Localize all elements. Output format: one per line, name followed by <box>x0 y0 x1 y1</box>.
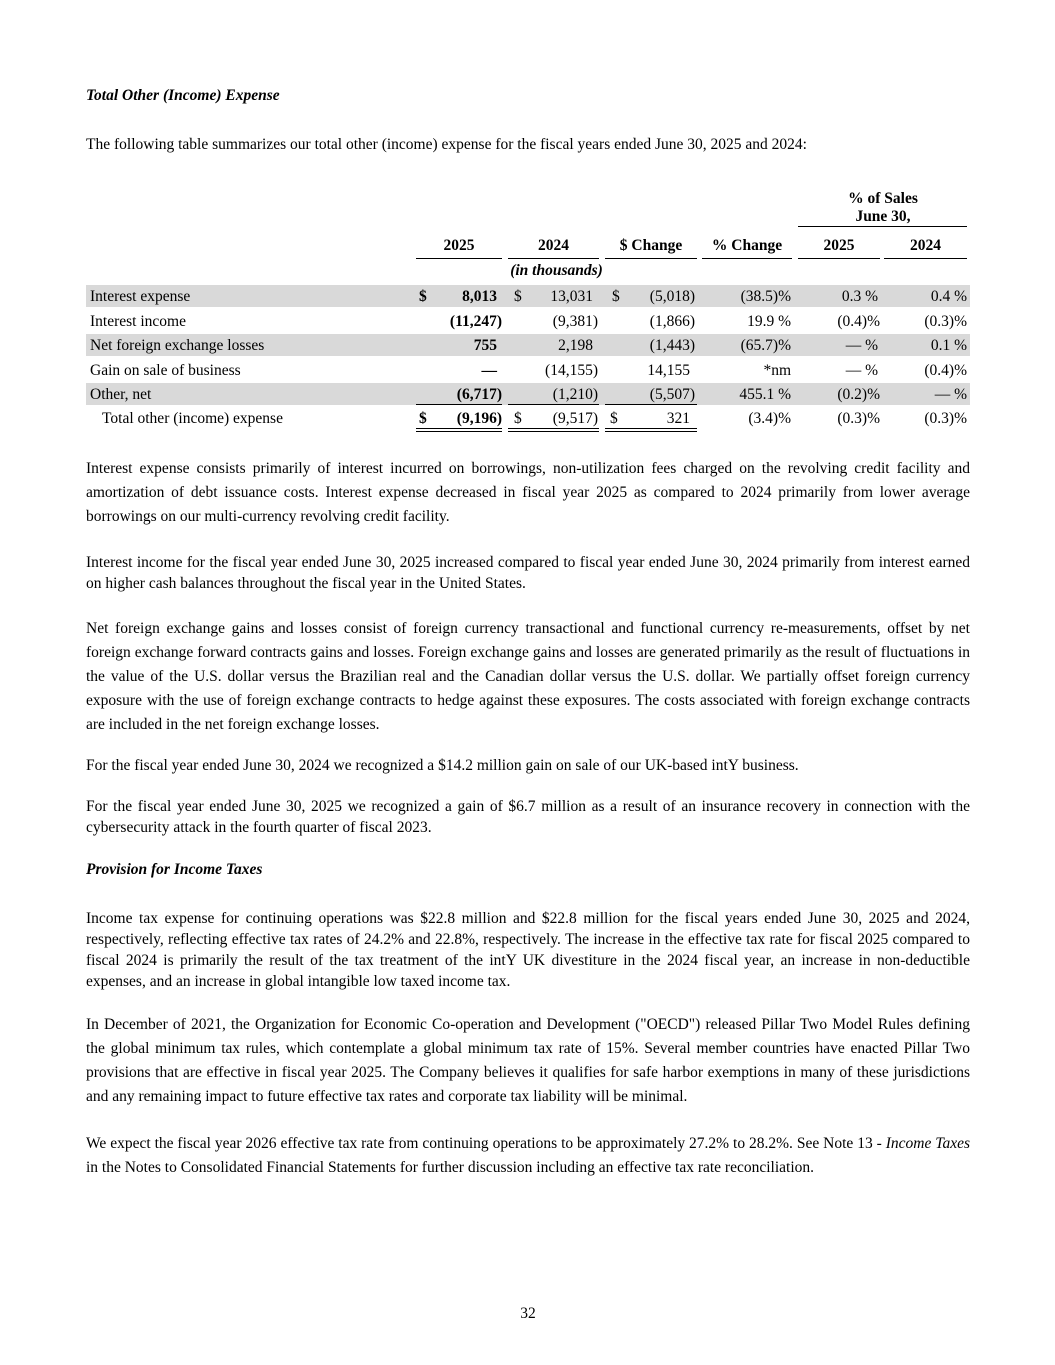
value-2024: (9,517) <box>552 410 598 427</box>
june-30-label: June 30, <box>855 208 911 225</box>
value-pct-change: 455.1 % <box>739 386 791 403</box>
pct-of-sales-label: % of Sales <box>848 190 918 207</box>
value-pct-2024: (0.3)% <box>924 313 967 330</box>
value-change: (1,443) <box>649 337 695 354</box>
value-2024: (1,210) <box>552 386 598 403</box>
value-change: (1,866) <box>649 313 695 330</box>
value-change: (5,507) <box>649 386 695 403</box>
value-pct-2025: (0.2)% <box>837 386 880 403</box>
other-income-expense-table <box>86 188 970 438</box>
header-rule-2025 <box>416 258 502 259</box>
value-pct-2024: 0.1 % <box>930 337 967 354</box>
value-2025: — <box>481 362 497 379</box>
value-pct-change: (38.5)% <box>740 288 791 305</box>
row-label: Total other (income) expense <box>102 410 283 427</box>
col-header-pct-2025: 2025 <box>823 237 855 254</box>
header-rule-pct-2024 <box>884 258 967 259</box>
interest-expense-paragraph: Interest expense consists primarily of interest incurred on borrowings, non-utilization fees charged on the revolving credit facility and amortization of debt issuance costs. Interest expense decreased in fiscal year 2025 as compared to 2024 primarily from lower average borrowings on our multi-currency revolving credit facility. <box>86 460 970 525</box>
row-label: Interest income <box>90 313 186 330</box>
header-rule-pct-2025 <box>798 258 880 259</box>
gain-on-sale-paragraph: For the fiscal year ended June 30, 2024 we recognized a $14.2 million gain on sale of our UK-based intY business. <box>86 757 799 774</box>
value-2025: 755 <box>473 337 497 354</box>
col-header-pct-2024: 2024 <box>910 237 941 254</box>
value-2025: (6,717) <box>456 386 502 403</box>
subtotal-rule-2024 <box>508 404 599 405</box>
value-pct-change: *nm <box>763 362 791 379</box>
row-label: Net foreign exchange losses <box>90 337 265 354</box>
tax-outlook-text: We expect the fiscal year 2026 effective tax rate from continuing operations to be approximately 27.2% to 28.2%. See Note 13 - <box>86 1135 886 1152</box>
interest-income-paragraph: Interest income for the fiscal year ended June 30, 2025 increased compared to fiscal year ended June 30, 2024 primarily from interest earned on higher cash balances throughout the fiscal year in the United States. <box>86 554 970 592</box>
row-label: Interest expense <box>90 288 191 305</box>
total-double-rule-2025 <box>416 428 502 432</box>
total-double-rule-2024 <box>508 428 599 432</box>
dollar-sign: $ <box>514 288 522 305</box>
pillar-two-paragraph: In December of 2021, the Organization for Economic Co-operation and Development ("OECD") released Pillar Two Model Rules defining the global minimum tax rules, which contemplate a global minimum tax rate of 15%. Several member countries have enacted Pillar Two provisions that are effective in fiscal year 2025. The Company believes it qualifies for safe harbor exemptions in many of these jurisdictions and any remaining impact to future effective tax rates and corporate tax liability will be minimal. <box>86 1016 970 1105</box>
value-change: (5,018) <box>649 288 695 305</box>
value-change: 14,155 <box>647 362 690 379</box>
value-2025: (11,247) <box>449 313 502 330</box>
page-number: 32 <box>520 1305 536 1322</box>
pct-header-rule <box>798 226 967 227</box>
col-header-2025: 2025 <box>443 237 475 254</box>
value-pct-2025: 0.3 % <box>841 288 878 305</box>
header-rule-2024 <box>508 258 599 259</box>
value-2025: 8,013 <box>462 288 497 305</box>
value-change: 321 <box>666 410 690 427</box>
value-pct-2024: 0.4 % <box>930 288 967 305</box>
dollar-sign: $ <box>514 410 522 427</box>
subtotal-rule-change <box>605 404 697 405</box>
row-label: Other, net <box>90 386 152 403</box>
col-header-pct-change: % Change <box>711 237 783 254</box>
dollar-sign: $ <box>419 288 427 305</box>
value-pct-2024: (0.4)% <box>924 362 967 379</box>
value-pct-2025: (0.4)% <box>837 313 880 330</box>
income-tax-expense-paragraph: Income tax expense for continuing operations was $22.8 million and $22.8 million for the fiscal years ended June 30, 2025 and 2024, respectively, reflecting effective tax rates of 24.2% and 22.8%, respectively. The increase in the effective tax rate for fiscal 2025 compared to fiscal 2024 is primarily the result of the tax treatment of the intY UK divestiture in the 2024 fiscal year, an increase in non-deductible expenses, and an increase in global intangible low taxed income tax. <box>86 910 970 990</box>
dollar-sign: $ <box>612 288 620 305</box>
header-rule-pct-change <box>702 258 792 259</box>
value-2024: (14,155) <box>545 362 598 379</box>
col-header-2024: 2024 <box>538 237 569 254</box>
value-2024: 13,031 <box>550 288 593 305</box>
value-pct-2025: — % <box>845 362 878 379</box>
pct-of-sales-header <box>798 190 968 226</box>
subtotal-rule-2025 <box>416 404 502 405</box>
value-pct-2025: (0.3)% <box>837 410 880 427</box>
total-double-rule-change <box>605 428 697 432</box>
dollar-sign: $ <box>419 410 427 427</box>
table-intro-paragraph: The following table summarizes our total other (income) expense for the fiscal years ended June 30, 2025 and 2024: <box>86 136 807 153</box>
tax-rate-outlook-paragraph <box>86 1132 970 1180</box>
value-pct-2024: — % <box>934 386 967 403</box>
income-taxes-note-reference: Income Taxes <box>885 1135 970 1152</box>
foreign-exchange-paragraph: Net foreign exchange gains and losses consist of foreign currency transactional and functional currency re-measurements, offset by net foreign exchange forward contracts gains and losses. Foreign exchange gains and losses are generated primarily as the result of fluctuations in the value of the U.S. dollar versus the Brazilian real and the Canadian dollar versus the U.S. dollar. We partially offset foreign currency exposure with the use of foreign exchange contracts to hedge against these exposures. The costs associated with foreign exchange contracts are included in the net foreign exchange losses. <box>86 620 970 733</box>
other-net-paragraph: For the fiscal year ended June 30, 2025 we recognized a gain of $6.7 million as a result of an insurance recovery in connection with the cybersecurity attack in the fourth quarter of fiscal 2023. <box>86 798 970 836</box>
header-rule-change <box>605 258 697 259</box>
dollar-sign: $ <box>610 410 618 427</box>
col-header-dollar-change: $ Change <box>619 237 683 254</box>
value-pct-change: 19.9 % <box>747 313 791 330</box>
section-heading-income-taxes: Provision for Income Taxes <box>86 861 263 878</box>
value-pct-change: (3.4)% <box>748 410 791 427</box>
tax-outlook-text-continued: in the Notes to Consolidated Financial Statements for further discussion including an effective tax rate reconciliation. <box>86 1159 815 1176</box>
value-2024: 2,198 <box>558 337 593 354</box>
value-2024: (9,381) <box>552 313 598 330</box>
section-heading-other-income: Total Other (Income) Expense <box>86 87 280 104</box>
row-label: Gain on sale of business <box>90 362 241 379</box>
value-pct-2025: — % <box>845 337 878 354</box>
value-pct-change: (65.7)% <box>740 337 791 354</box>
value-pct-2024: (0.3)% <box>924 410 967 427</box>
value-2025: (9,196) <box>456 410 502 427</box>
units-label: (in thousands) <box>510 262 603 279</box>
